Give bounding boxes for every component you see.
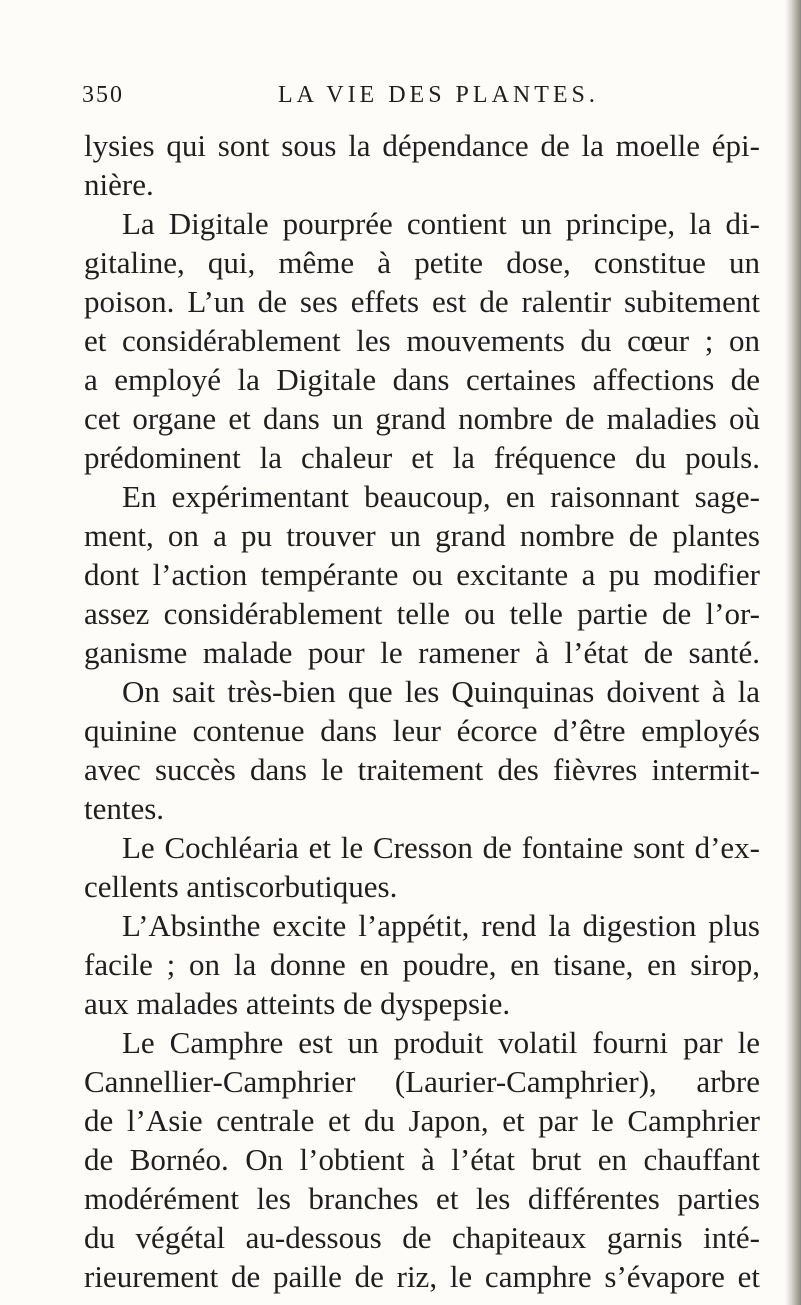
text-line: et considérablement les mouvements du cœur ; on xyxy=(84,323,760,358)
text-line: gitaline, qui, même à petite dose, constitue un xyxy=(84,245,760,280)
text-line: facile ; on la donne en poudre, en tisane, en sirop, xyxy=(84,947,760,982)
text-line: En expérimentant beaucoup, en raisonnant sage- xyxy=(122,479,760,514)
text-line: cellents antiscorbutiques. xyxy=(84,869,398,904)
text-line: a employé la Digitale dans certaines affections de xyxy=(84,362,760,397)
page-number: 350 xyxy=(82,82,124,108)
text-line: On sait très-bien que les Quinquinas doivent à la xyxy=(122,674,760,709)
text-line: dont l’action tempérante ou excitante a pu modifier xyxy=(84,557,760,592)
text-line: ganisme malade pour le ramener à l’état de santé. xyxy=(84,635,760,670)
text-line: Cannellier-Camphrier (Laurier-Camphrier), arbre xyxy=(84,1064,760,1099)
text-line: Le Camphre est un produit volatil fourni par le xyxy=(122,1025,760,1060)
text-line: du végétal au-dessous de chapiteaux garnis inté- xyxy=(84,1220,760,1255)
text-line: Le Cochléaria et le Cresson de fontaine sont d’ex- xyxy=(122,830,760,865)
text-line: La Digitale pourprée contient un principe, la di- xyxy=(122,206,760,241)
text-line: prédominent la chaleur et la fréquence du pouls. xyxy=(84,440,760,475)
text-line: poison. L’un de ses effets est de ralentir subitement xyxy=(84,284,760,319)
text-line: de l’Asie centrale et du Japon, et par le Camphrier xyxy=(84,1103,760,1138)
running-title: LA VIE DES PLANTES. xyxy=(278,82,599,108)
text-line: nière. xyxy=(84,167,154,202)
text-line: de Bornéo. On l’obtient à l’état brut en chauffant xyxy=(84,1142,760,1177)
text-line: avec succès dans le traitement des fièvres intermit- xyxy=(84,752,760,787)
text-line: modérément les branches et les différentes parties xyxy=(84,1181,760,1216)
text-line: rieurement de paille de riz, le camphre s’évapore et xyxy=(84,1259,760,1294)
body-text xyxy=(84,126,760,1296)
text-line: assez considérablement telle ou telle partie de l’or- xyxy=(84,596,760,631)
text-line: tentes. xyxy=(84,791,165,826)
running-head xyxy=(82,82,722,118)
text-line: L’Absinthe excite l’appétit, rend la digestion plus xyxy=(122,908,760,943)
text-line: quinine contenue dans leur écorce d’être employés xyxy=(84,713,760,748)
text-line: lysies qui sont sous la dépendance de la moelle épi- xyxy=(84,128,760,163)
text-line: aux malades atteints de dyspepsie. xyxy=(84,986,511,1021)
text-line: cet organe et dans un grand nombre de maladies où xyxy=(84,401,760,436)
text-line: ment, on a pu trouver un grand nombre de plantes xyxy=(84,518,760,553)
page-edge-shadow xyxy=(785,0,801,1305)
